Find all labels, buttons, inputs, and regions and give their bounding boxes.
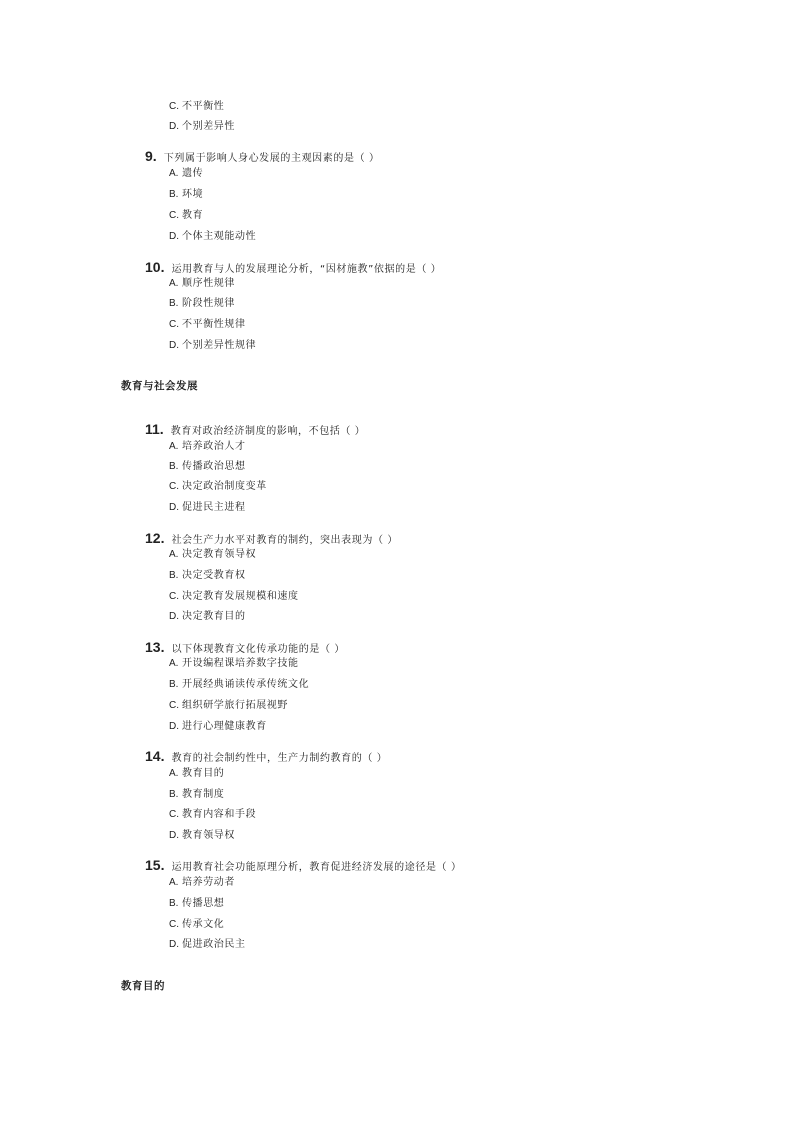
question-14 — [145, 746, 387, 765]
question-stem: 教育的社会制约性中，生产力制约教育的（ ） — [171, 753, 388, 764]
option-text: 决定教育发展规模和速度 — [182, 591, 299, 602]
option-letter: B. — [169, 898, 179, 909]
question-11 — [145, 419, 365, 438]
option-item — [169, 298, 235, 310]
option-letter: D. — [169, 121, 179, 132]
option-text: 组织研学旅行拓展视野 — [182, 700, 288, 711]
option-item — [169, 919, 224, 931]
option-text: 教育内容和手段 — [182, 809, 257, 820]
option-letter: D. — [169, 340, 179, 351]
question-number: 9. — [145, 148, 157, 164]
question-number: 12. — [145, 530, 165, 546]
option-text: 阶段性规律 — [182, 298, 235, 309]
option-text: 传播思想 — [182, 898, 225, 909]
question-stem: 运用教育与人的发展理论分析，“因材施教”依据的是（ ） — [171, 264, 442, 275]
option-text: 传承文化 — [182, 919, 225, 930]
option-letter: B. — [169, 789, 179, 800]
option-item — [169, 570, 246, 582]
option-letter: B. — [169, 570, 179, 581]
option-letter: B. — [169, 679, 179, 690]
question-15 — [145, 855, 462, 874]
option-item — [169, 168, 203, 180]
option-letter: C. — [169, 919, 179, 930]
option-item — [169, 278, 235, 290]
question-13 — [145, 637, 345, 656]
option-letter: C. — [169, 591, 179, 602]
option-text: 个体主观能动性 — [182, 231, 257, 242]
option-text: 环境 — [182, 189, 204, 200]
section-heading: 教育与社会发展 — [121, 380, 198, 392]
option-item — [169, 210, 203, 222]
option-item — [169, 481, 267, 493]
option-item — [169, 591, 299, 603]
option-letter: C. — [169, 101, 179, 112]
option-letter: D. — [169, 721, 179, 732]
question-stem: 教育对政治经济制度的影响，不包括（ ） — [170, 426, 366, 437]
option-item — [169, 830, 235, 842]
question-10 — [145, 257, 441, 276]
option-text: 培养政治人才 — [182, 441, 246, 452]
option-text: 遗传 — [182, 168, 204, 179]
option-item — [169, 658, 299, 670]
question-9 — [145, 146, 380, 165]
question-stem: 运用教育社会功能原理分析，教育促进经济发展的途径是（ ） — [171, 862, 462, 873]
option-item — [169, 611, 246, 623]
option-text: 决定受教育权 — [182, 570, 246, 581]
question-number: 15. — [145, 857, 165, 873]
question-number: 10. — [145, 259, 165, 275]
option-letter: C. — [169, 700, 179, 711]
option-text: 顺序性规律 — [182, 278, 235, 289]
option-text: 教育制度 — [182, 789, 225, 800]
option-item — [169, 679, 309, 691]
option-text: 开展经典诵读传承传统文化 — [182, 679, 310, 690]
option-item — [169, 461, 246, 473]
option-letter: D. — [169, 502, 179, 513]
option-item — [169, 549, 256, 561]
section-heading: 教育目的 — [121, 980, 165, 992]
option-text: 传播政治思想 — [182, 461, 246, 472]
question-number: 11. — [145, 421, 164, 437]
option-item — [169, 441, 246, 453]
question-12 — [145, 528, 398, 547]
option-letter: D. — [169, 231, 179, 242]
option-item — [169, 789, 224, 801]
option-item — [169, 939, 246, 951]
option-text: 决定政治制度变革 — [182, 481, 267, 492]
option-text: 决定教育目的 — [182, 611, 246, 622]
option-text: 进行心理健康教育 — [182, 721, 267, 732]
option-item — [169, 101, 224, 113]
option-letter: B. — [169, 298, 179, 309]
option-text: 开设编程课培养数字技能 — [182, 658, 299, 669]
option-letter: C. — [169, 809, 179, 820]
option-letter: B. — [169, 189, 179, 200]
option-item — [169, 721, 267, 733]
option-text: 个别差异性规律 — [182, 340, 257, 351]
option-text: 教育目的 — [182, 768, 225, 779]
option-letter: B. — [169, 461, 179, 472]
option-text: 不平衡性规律 — [182, 319, 246, 330]
option-text: 教育领导权 — [182, 830, 235, 841]
option-item — [169, 877, 235, 889]
option-item — [169, 189, 203, 201]
question-number: 13. — [145, 639, 165, 655]
option-letter: A. — [169, 549, 179, 560]
option-text: 决定教育领导权 — [182, 549, 257, 560]
option-letter: A. — [169, 278, 179, 289]
option-item — [169, 502, 246, 514]
option-letter: A. — [169, 441, 179, 452]
option-letter: D. — [169, 830, 179, 841]
option-letter: A. — [169, 168, 179, 179]
option-item — [169, 319, 246, 331]
question-number: 14. — [145, 748, 165, 764]
option-text: 教育 — [182, 210, 204, 221]
question-stem: 下列属于影响人身心发展的主观因素的是（ ） — [163, 153, 380, 164]
option-letter: C. — [169, 481, 179, 492]
option-text: 不平衡性 — [182, 101, 225, 112]
option-item — [169, 809, 256, 821]
question-stem: 以下体现教育文化传承功能的是（ ） — [171, 644, 345, 655]
option-item — [169, 231, 256, 243]
option-item — [169, 340, 256, 352]
option-text: 培养劳动者 — [182, 877, 235, 888]
option-text: 促进民主进程 — [182, 502, 246, 513]
option-item — [169, 700, 288, 712]
option-item — [169, 898, 224, 910]
option-letter: D. — [169, 939, 179, 950]
option-text: 个别差异性 — [182, 121, 235, 132]
option-letter: C. — [169, 210, 179, 221]
option-text: 促进政治民主 — [182, 939, 246, 950]
option-letter: A. — [169, 658, 179, 669]
option-item — [169, 121, 235, 133]
option-letter: A. — [169, 877, 179, 888]
option-letter: A. — [169, 768, 179, 779]
option-item — [169, 768, 224, 780]
question-stem: 社会生产力水平对教育的制约，突出表现为（ ） — [171, 535, 398, 546]
option-letter: D. — [169, 611, 179, 622]
option-letter: C. — [169, 319, 179, 330]
